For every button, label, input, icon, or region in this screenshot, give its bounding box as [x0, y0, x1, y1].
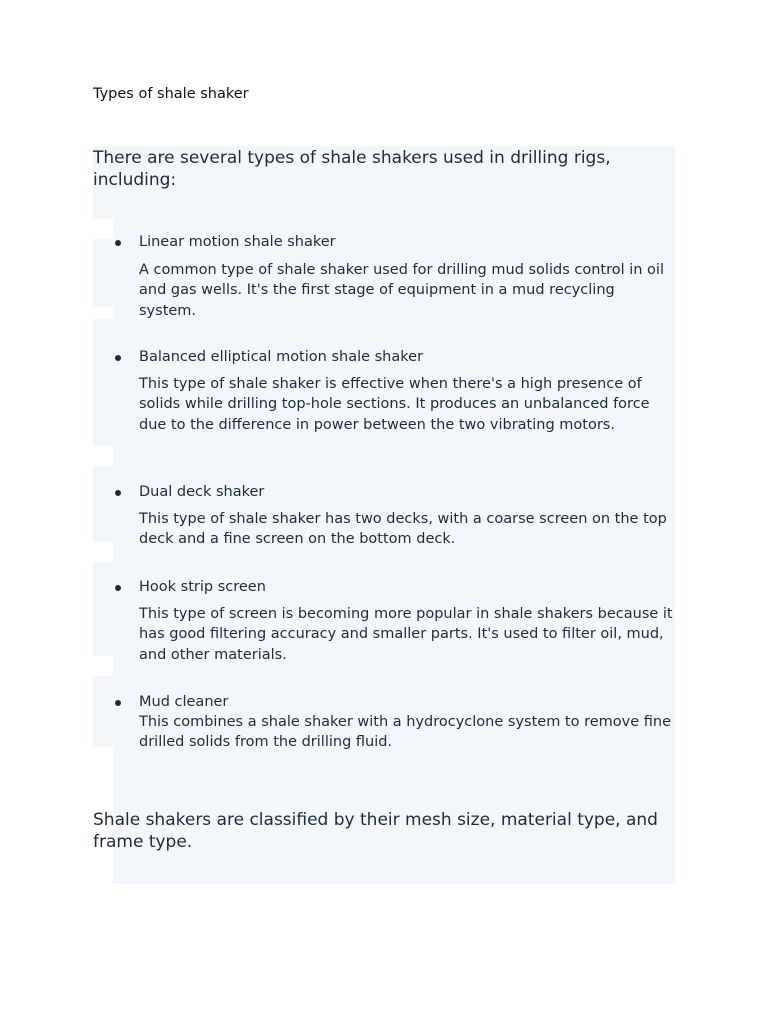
list-item-description: This combines a shale shaker with a hydrocyclone system to remove fine drilled solids from the drilling fluid. — [139, 714, 672, 751]
bullet-icon — [115, 240, 121, 246]
list-item-title: Hook strip screen — [139, 579, 266, 595]
list-item-description: This type of screen is becoming more popular in shale shakers because it has good filtering accuracy and smaller parts. It's used to filter oil, mud, and other materials. — [139, 606, 673, 663]
list-item-description: A common type of shale shaker used for drilling mud solids control in oil and gas wells. It's the first stage of equipment in a mud recycling system. — [139, 262, 664, 319]
panel-gutter — [93, 307, 113, 319]
list-item-description: This type of shale shaker has two decks, with a coarse screen on the top deck and a fine screen on the bottom deck. — [139, 511, 667, 548]
list-item-description: This type of shale shaker is effective when there's a high presence of solids while drilling top-hole sections. It produces an unbalanced force due to the difference in power between the two vibrating motors. — [139, 376, 650, 433]
closing-paragraph: Shale shakers are classified by their mesh size, material type, and frame type. — [93, 810, 658, 852]
list-item-title: Linear motion shale shaker — [139, 234, 336, 250]
intro-paragraph: There are several types of shale shakers used in drilling rigs, including: — [93, 148, 611, 190]
list-item-title: Balanced elliptical motion shale shaker — [139, 349, 424, 365]
bullet-icon — [115, 585, 121, 591]
bullet-icon — [115, 490, 121, 496]
panel-gutter — [93, 219, 113, 239]
page-title: Types of shale shaker — [93, 86, 249, 102]
panel-gutter — [93, 446, 113, 466]
bullet-icon — [115, 700, 121, 706]
bullet-icon — [115, 355, 121, 361]
list-item-title: Mud cleaner — [139, 694, 229, 710]
panel-gutter — [93, 656, 113, 676]
list-item-title: Dual deck shaker — [139, 484, 265, 500]
panel-gutter — [93, 542, 113, 562]
